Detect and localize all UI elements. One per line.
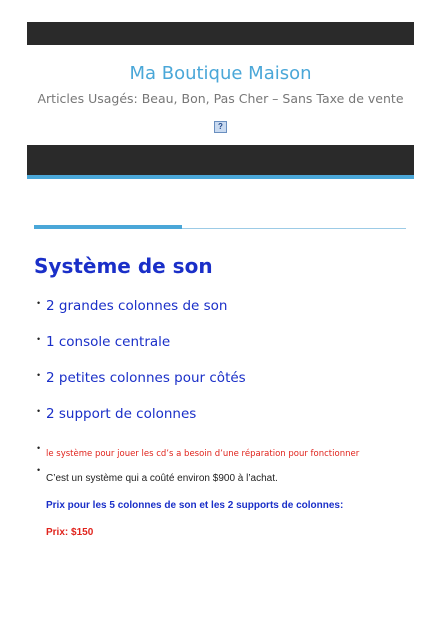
bullet-icon: •: [37, 370, 41, 380]
feature-text: 2 petites colonnes pour côtés: [46, 370, 246, 386]
feature-text: 2 support de colonnes: [46, 406, 197, 422]
section-divider-accent: [34, 225, 182, 229]
bullet-icon: •: [37, 465, 41, 475]
bullet-icon: •: [37, 443, 41, 453]
price-value: Prix: $150: [46, 527, 94, 538]
bullet-icon: •: [37, 406, 41, 416]
feature-text: 2 grandes colonnes de son: [46, 298, 228, 314]
help-icon[interactable]: ?: [214, 121, 227, 133]
repair-note: le système pour jouer les cd’s a besoin d’une réparation pour fonctionner: [46, 449, 360, 459]
bullet-icon: •: [37, 334, 41, 344]
nav-accent-line: [27, 175, 414, 179]
cost-note: C’est un système qui a coûté environ $900 à l’achat.: [46, 473, 278, 484]
bullet-icon: •: [37, 298, 41, 308]
feature-text: 1 console centrale: [46, 334, 171, 350]
site-header: [27, 45, 414, 145]
price-heading: Prix pour les 5 colonnes de son et les 2 supports de colonnes:: [46, 500, 344, 511]
site-tagline: Articles Usagés: Beau, Bon, Pas Cher – Sans Taxe de vente: [37, 91, 404, 106]
site-title[interactable]: Ma Boutique Maison: [129, 63, 312, 84]
top-bar: [27, 22, 414, 45]
post-title: Système de son: [34, 254, 213, 278]
navigation-bar[interactable]: [27, 145, 414, 175]
